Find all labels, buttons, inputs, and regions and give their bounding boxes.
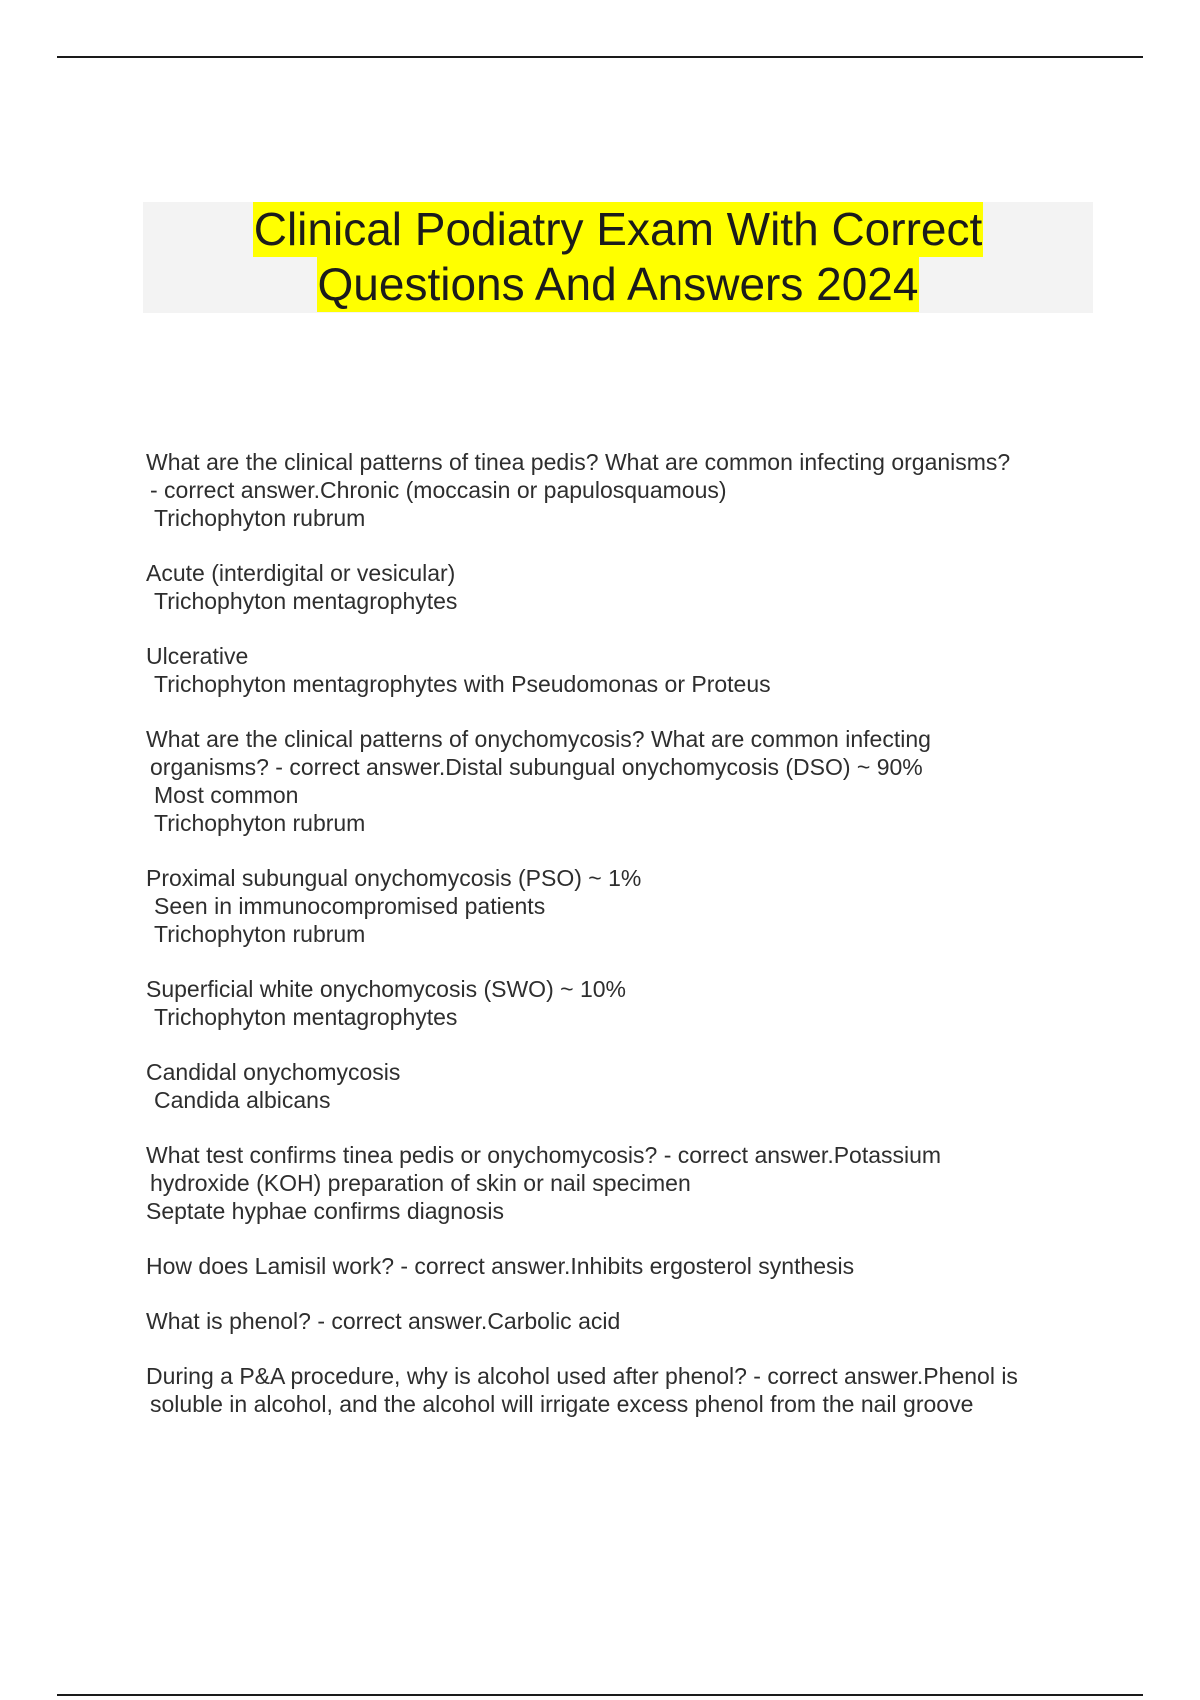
- text-line: Most common: [154, 782, 299, 808]
- text-line: Candida albicans: [154, 1087, 331, 1113]
- text-line: Trichophyton mentagrophytes with Pseudomonas or Proteus: [154, 671, 771, 697]
- qa-block: [146, 1307, 1126, 1335]
- text-line: hydroxide (KOH) preparation of skin or nail specimen: [150, 1170, 691, 1196]
- bottom-rule: [57, 1694, 1143, 1696]
- document-body: [146, 448, 1126, 1445]
- text-line: Trichophyton mentagrophytes: [154, 1004, 458, 1030]
- text-line: Septate hyphae confirms diagnosis: [146, 1198, 504, 1224]
- text-line: organisms? - correct answer.Distal subungual onychomycosis (DSO) ~ 90%: [150, 754, 923, 780]
- text-line: Proximal subungual onychomycosis (PSO) ~ 1%: [146, 865, 642, 891]
- qa-block: [146, 1141, 1126, 1225]
- text-line: Seen in immunocompromised patients: [154, 893, 546, 919]
- title-line-1: Clinical Podiatry Exam With Correct: [253, 203, 983, 255]
- text-line: Ulcerative: [146, 643, 249, 669]
- text-line: How does Lamisil work? - correct answer.Inhibits ergosterol synthesis: [146, 1253, 855, 1279]
- qa-block: [146, 975, 1126, 1031]
- qa-block: [146, 448, 1126, 532]
- qa-block: [146, 559, 1126, 615]
- text-line: soluble in alcohol, and the alcohol will irrigate excess phenol from the nail groove: [150, 1391, 974, 1417]
- qa-block: [146, 642, 1126, 698]
- text-line: What are the clinical patterns of onychomycosis? What are common infecting: [146, 726, 931, 752]
- text-line: Trichophyton rubrum: [154, 505, 366, 531]
- text-line: Acute (interdigital or vesicular): [146, 560, 456, 586]
- text-line: What test confirms tinea pedis or onychomycosis? - correct answer.Potassium: [146, 1142, 942, 1168]
- qa-block: [146, 725, 1126, 837]
- qa-block: [146, 1058, 1126, 1114]
- text-line: During a P&A procedure, why is alcohol used after phenol? - correct answer.Phenol is: [146, 1363, 1018, 1389]
- text-line: Trichophyton rubrum: [154, 921, 366, 947]
- title-line-2: Questions And Answers 2024: [317, 258, 919, 310]
- text-line: Trichophyton mentagrophytes: [154, 588, 458, 614]
- text-line: Trichophyton rubrum: [154, 810, 366, 836]
- text-line: What is phenol? - correct answer.Carbolic acid: [146, 1308, 621, 1334]
- qa-block: [146, 864, 1126, 948]
- top-rule: [57, 56, 1143, 58]
- qa-block: [146, 1362, 1126, 1418]
- text-line: Candidal onychomycosis: [146, 1059, 401, 1085]
- qa-block: [146, 1252, 1126, 1280]
- text-line: What are the clinical patterns of tinea pedis? What are common infecting organisms?: [146, 449, 1011, 475]
- text-line: - correct answer.Chronic (moccasin or papulosquamous): [150, 477, 727, 503]
- title-banner: [143, 202, 1093, 313]
- text-line: Superficial white onychomycosis (SWO) ~ 10%: [146, 976, 626, 1002]
